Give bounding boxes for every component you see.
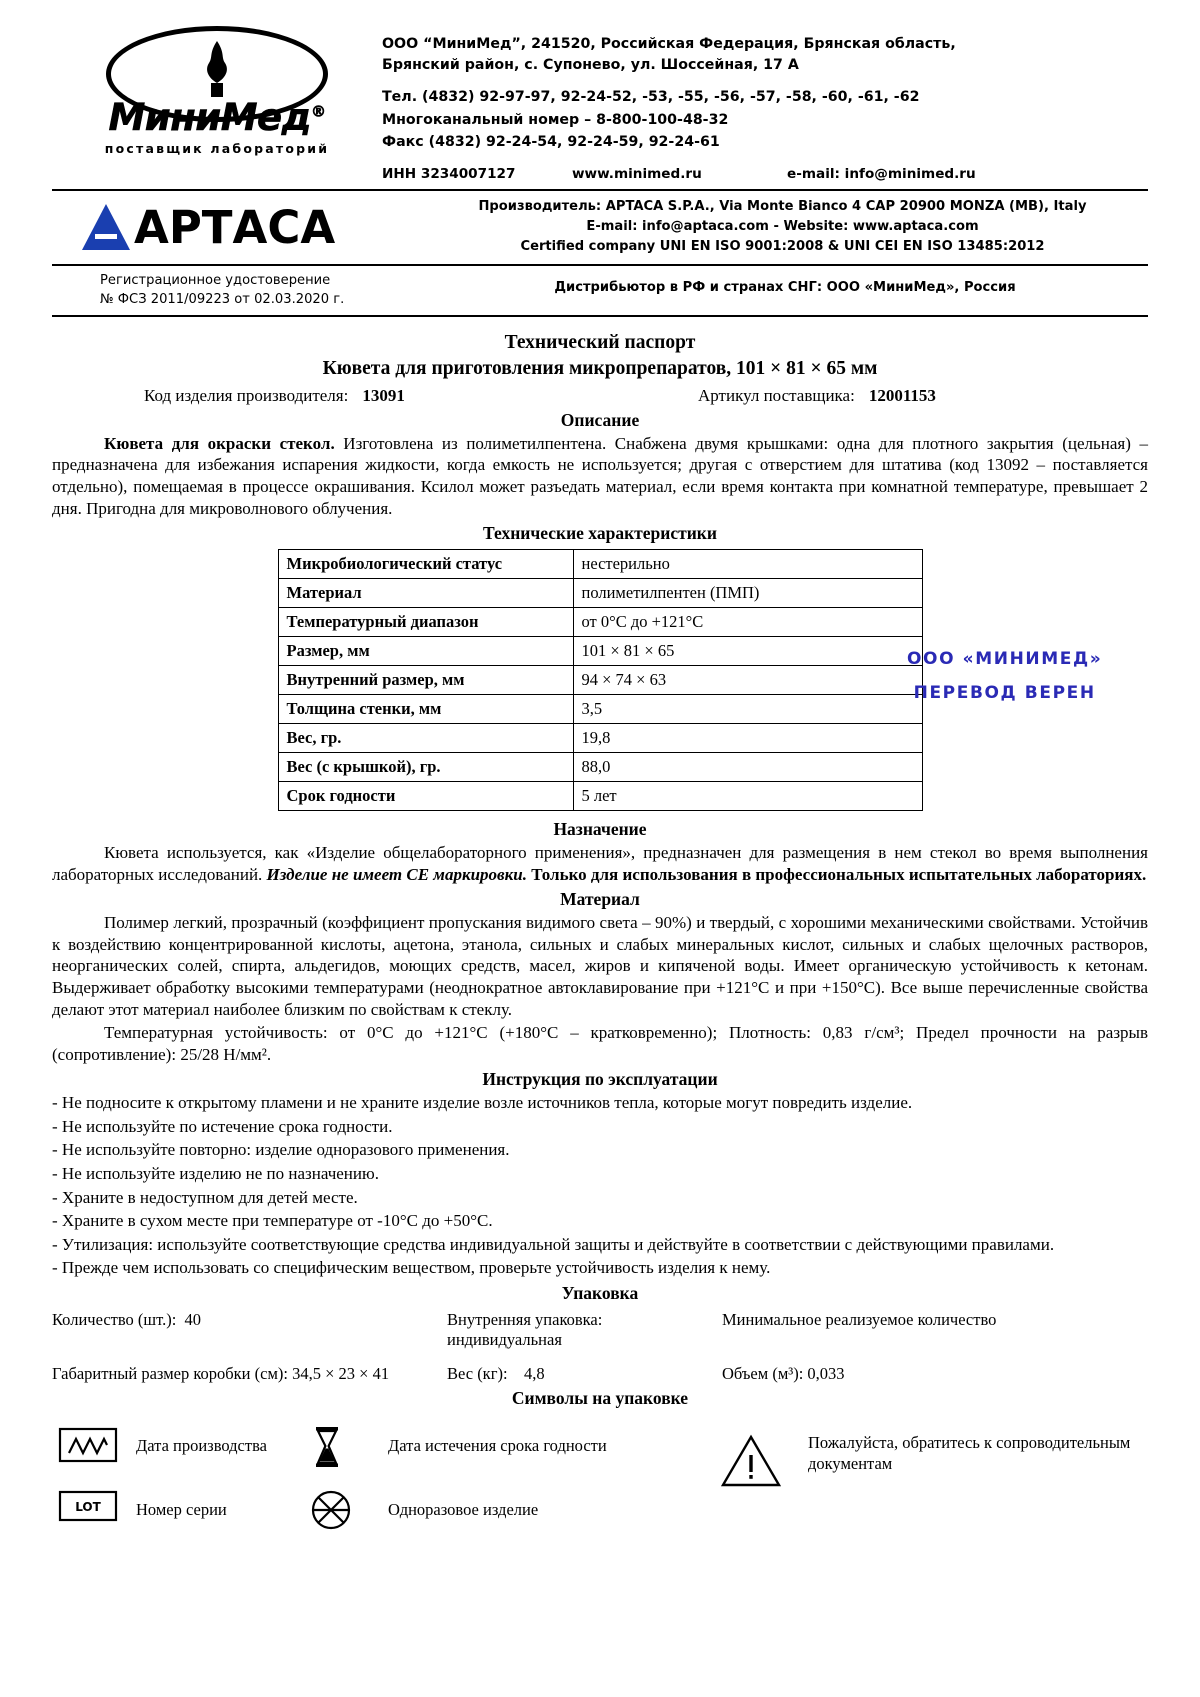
table-row <box>278 579 922 608</box>
company-fax: Факс (4832) 92-24-54, 92-24-59, 92-24-61 <box>382 134 720 151</box>
purpose-paragraph <box>52 842 1148 885</box>
manufacture-date-icon <box>58 1425 118 1467</box>
do-not-reuse-icon <box>310 1489 370 1531</box>
table-row <box>278 782 922 811</box>
list-item <box>58 1489 310 1531</box>
packaging-row-1 <box>52 1310 1148 1350</box>
letterhead-header <box>52 22 1148 191</box>
spec-value: 19,8 <box>573 724 922 753</box>
company-website[interactable]: www.minimed.ru <box>572 165 702 182</box>
aptaca-manufacturer-line: Производитель: APTACA S.P.A., Via Monte Bianco 4 CAP 20900 MONZA (MB), Italy <box>478 198 1087 214</box>
symbol-label: Одноразовое изделие <box>388 1499 539 1519</box>
spec-key: Микробиологический статус <box>278 550 573 579</box>
symbols-column-1 <box>52 1425 310 1531</box>
purpose-emphasis: Изделие не имеет СЕ маркировки. <box>266 864 527 884</box>
instruction-item: - Не используйте по истечение срока годности. <box>52 1116 393 1136</box>
symbols-column-3 <box>670 1425 1148 1531</box>
section-heading-purpose: Назначение <box>553 819 647 840</box>
registration-band <box>52 266 1148 317</box>
volume-value: 0,033 <box>807 1363 845 1383</box>
section-heading-symbols: Символы на упаковке <box>511 1387 689 1408</box>
instruction-item: - Храните в сухом месте при температуре от -10°С до +50°С. <box>52 1211 493 1231</box>
quantity-value: 40 <box>184 1309 202 1329</box>
symbols-column-2 <box>310 1425 670 1531</box>
instruction-item: - Не используйте изделию не по назначению. <box>52 1164 379 1184</box>
min-order-quantity: Минимальное реализуемое количество <box>722 1309 997 1329</box>
registration-label: Регистрационное удостоверение <box>100 272 331 288</box>
distributor-line: Дистрибьютор в РФ и странах СНГ: ООО «МиниМед», Россия <box>554 279 1016 295</box>
list-item <box>670 1425 1148 1475</box>
product-codes-row <box>52 386 1148 406</box>
section-heading-description: Описание <box>560 409 640 430</box>
registered-mark: ® <box>311 102 326 121</box>
minimed-logo-block <box>52 22 382 156</box>
symbol-label: Номер серии <box>136 1499 227 1519</box>
instruction-item: - Не подносите к открытому пламени и не храните изделие возле источников тепла, которые могут повредить изделие. <box>52 1093 913 1113</box>
lot-number-icon <box>58 1489 118 1531</box>
company-phone: Тел. (4832) 92-97-97, 92-24-52, -53, -55, -56, -57, -58, -60, -61, -62 <box>382 89 920 106</box>
brand-tagline: поставщик лабораторий <box>104 141 330 156</box>
specs-table <box>278 549 923 811</box>
packaging-quantity <box>52 1310 447 1350</box>
spec-value: 94 × 74 × 63 <box>573 666 922 695</box>
symbol-label: Дата истечения срока годности <box>388 1435 607 1455</box>
weight-value: 4,8 <box>524 1363 545 1383</box>
packaging-box-size <box>52 1364 447 1384</box>
spec-key: Вес (с крышкой), гр. <box>278 753 573 782</box>
supplier-sku-label: Артикул поставщика: <box>698 385 855 405</box>
stamp-line-2: ПЕРЕВОД ВЕРЕН <box>913 683 1096 704</box>
manufacturer-code-label: Код изделия производителя: <box>144 385 349 405</box>
aptaca-details <box>427 197 1148 258</box>
quantity-label: Количество (шт.): <box>52 1309 177 1329</box>
list-item <box>310 1489 670 1531</box>
aptaca-certification-line: Certified company UNI EN ISO 9001:2008 & UNI CEI EN ISO 13485:2012 <box>520 239 1045 255</box>
supplier-sku-value: 12001153 <box>868 385 936 405</box>
symbol-label: Пожалуйста, обратитесь к сопроводительным документам <box>808 1432 1131 1473</box>
instruction-item: - Не используйте повторно: изделие одноразового применения. <box>52 1140 510 1160</box>
inner-packaging-value: индивидуальная <box>447 1329 562 1349</box>
spec-value: 5 лет <box>573 782 922 811</box>
expiry-date-hourglass-icon <box>310 1425 370 1467</box>
supplier-sku <box>600 386 1148 406</box>
spec-value: полиметилпентен (ПМП) <box>573 579 922 608</box>
packaging-weight <box>447 1364 722 1384</box>
table-row <box>278 724 922 753</box>
brand-wordmark <box>52 96 382 139</box>
spec-key: Внутренний размер, мм <box>278 666 573 695</box>
table-row <box>278 666 922 695</box>
spec-key: Температурный диапазон <box>278 608 573 637</box>
list-item <box>58 1425 310 1467</box>
spec-value: 3,5 <box>573 695 922 724</box>
description-paragraph <box>52 433 1148 519</box>
translation-stamp <box>907 642 1102 710</box>
spec-key: Срок годности <box>278 782 573 811</box>
aptaca-wordmark: АРТАСА <box>134 200 336 254</box>
company-multichannel-phone: Многоканальный номер – 8-800-100-48-32 <box>382 111 729 128</box>
spec-value: 88,0 <box>573 753 922 782</box>
volume-label: Объем (м³): <box>722 1363 804 1383</box>
packaging-volume <box>722 1364 1148 1384</box>
instruction-item: - Утилизация: используйте соответствующие средства индивидуальной защиты и действуйте в соответствии с действующими правилами. <box>52 1234 1055 1254</box>
aptaca-manufacturer-band <box>52 191 1148 266</box>
document-body <box>52 317 1148 1531</box>
company-contact-block <box>382 22 1148 185</box>
table-row <box>278 637 922 666</box>
description-lead: Кювета для окраски стекол. <box>104 433 335 453</box>
spec-key: Размер, мм <box>278 637 573 666</box>
section-heading-material: Материал <box>560 889 640 910</box>
description-text: Изготовлена из полиметилпентена. Снабжена двумя крышками: одна для плотного закрытия (цельная) – предназначена для избежания испарения жидкости, когда емкость не используется; другая с отверстием для штатива (код 13092 – поставляется отдельно), помещаемая в процессе окрашивания. Ксилол может разъедать материал, если время контакта при комнатной температуре, превышает 2 дня. Пригодна для микроволнового облучения. <box>52 433 1148 518</box>
table-row <box>278 608 922 637</box>
table-row <box>278 695 922 724</box>
company-inn: ИНН 3234007127 <box>382 165 516 182</box>
purpose-text: Кювета используется, как «Изделие общелабораторного применения», предназначен для размещения в нем стекол во время выполнения лабораторных исследований. <box>52 843 1148 884</box>
table-row <box>278 753 922 782</box>
registration-certificate <box>52 271 422 310</box>
weight-label: Вес (кг): <box>447 1363 508 1383</box>
aptaca-triangle-icon <box>82 204 130 250</box>
purpose-bold: Только для использования в профессиональных испытательных лабораториях. <box>526 864 1147 884</box>
material-paragraph-1: Полимер легкий, прозрачный (коэффициент пропускания видимого света – 90%) и твердый, с хорошими механическими свойствами. Устойчив к воздействию концентрированной кислоты, ацетона, этанола, сильных и слабых минеральных кислот, сильных и слабых щелочных растворов, неорганических солей, спирта, альдегидов, моющих средств, масел, жиров и кипяченой воды. Имеет органическую устойчивость к кетонам. Выдерживает обработку высокими температурами (неоднократное автоклавирование при +121°С и при +150°С). Все выше перечисленные свойства делают этот материал наиболее близким по свойствам к стеклу. <box>52 913 1148 1019</box>
section-heading-specs: Технические характеристики <box>483 523 717 544</box>
list-item <box>310 1425 670 1467</box>
registration-value: № ФСЗ 2011/09223 от 02.03.2020 г. <box>100 292 345 308</box>
company-email[interactable]: e-mail: info@minimed.ru <box>787 165 976 182</box>
specs-table-wrapper <box>52 546 1148 815</box>
symbol-label: Дата производства <box>136 1435 267 1455</box>
section-heading-instructions: Инструкция по эксплуатации <box>482 1069 718 1090</box>
product-title: Кювета для приготовления микропрепаратов, 101 × 81 × 65 мм <box>322 357 878 379</box>
spec-key: Толщина стенки, мм <box>278 695 573 724</box>
stamp-line-1: ООО «МИНИМЕД» <box>907 649 1103 670</box>
page-title: Технический паспорт <box>504 331 696 353</box>
aptaca-contacts-line: E-mail: info@aptaca.com - Website: www.aptaca.com <box>586 218 979 234</box>
spec-value: 101 × 81 × 65 <box>573 637 922 666</box>
instruction-item: - Храните в недоступном для детей месте. <box>52 1187 358 1207</box>
box-size-label: Габаритный размер коробки (см): <box>52 1363 288 1383</box>
table-row <box>278 550 922 579</box>
brand-text: МиниМед <box>108 96 312 139</box>
packaging-row-2 <box>52 1364 1148 1384</box>
spec-value: от 0°С до +121°С <box>573 608 922 637</box>
symbols-legend <box>52 1425 1148 1531</box>
company-address-line-1: ООО “МиниМед”, 241520, Российская Федерация, Брянская область, <box>382 36 956 52</box>
inner-packaging-label: Внутренняя упаковка: <box>447 1309 603 1329</box>
material-paragraph-2: Температурная устойчивость: от 0°С до +121°С (+180°С – кратковременно); Плотность: 0,83 г/см³; Предел прочности на разрыв (сопротивление): 25/28 Н/мм². <box>52 1023 1148 1064</box>
manufacturer-code-value: 13091 <box>362 385 405 405</box>
consult-documents-warning-icon <box>720 1433 780 1475</box>
spec-value: нестерильно <box>573 550 922 579</box>
svg-text:LOT: LOT <box>75 1499 101 1514</box>
company-address-line-2: Брянский район, с. Супонево, ул. Шоссейная, 17 А <box>382 56 799 73</box>
section-heading-packaging: Упаковка <box>561 1282 639 1303</box>
spec-key: Вес, гр. <box>278 724 573 753</box>
instruction-item: - Прежде чем использовать со специфическим веществом, проверьте устойчивость изделия к нему. <box>52 1258 771 1278</box>
manufacturer-code <box>52 386 600 406</box>
packaging-inner <box>447 1310 722 1350</box>
box-size-value: 34,5 × 23 × 41 <box>292 1363 390 1383</box>
spec-key: Материал <box>278 579 573 608</box>
aptaca-logo <box>52 201 427 254</box>
